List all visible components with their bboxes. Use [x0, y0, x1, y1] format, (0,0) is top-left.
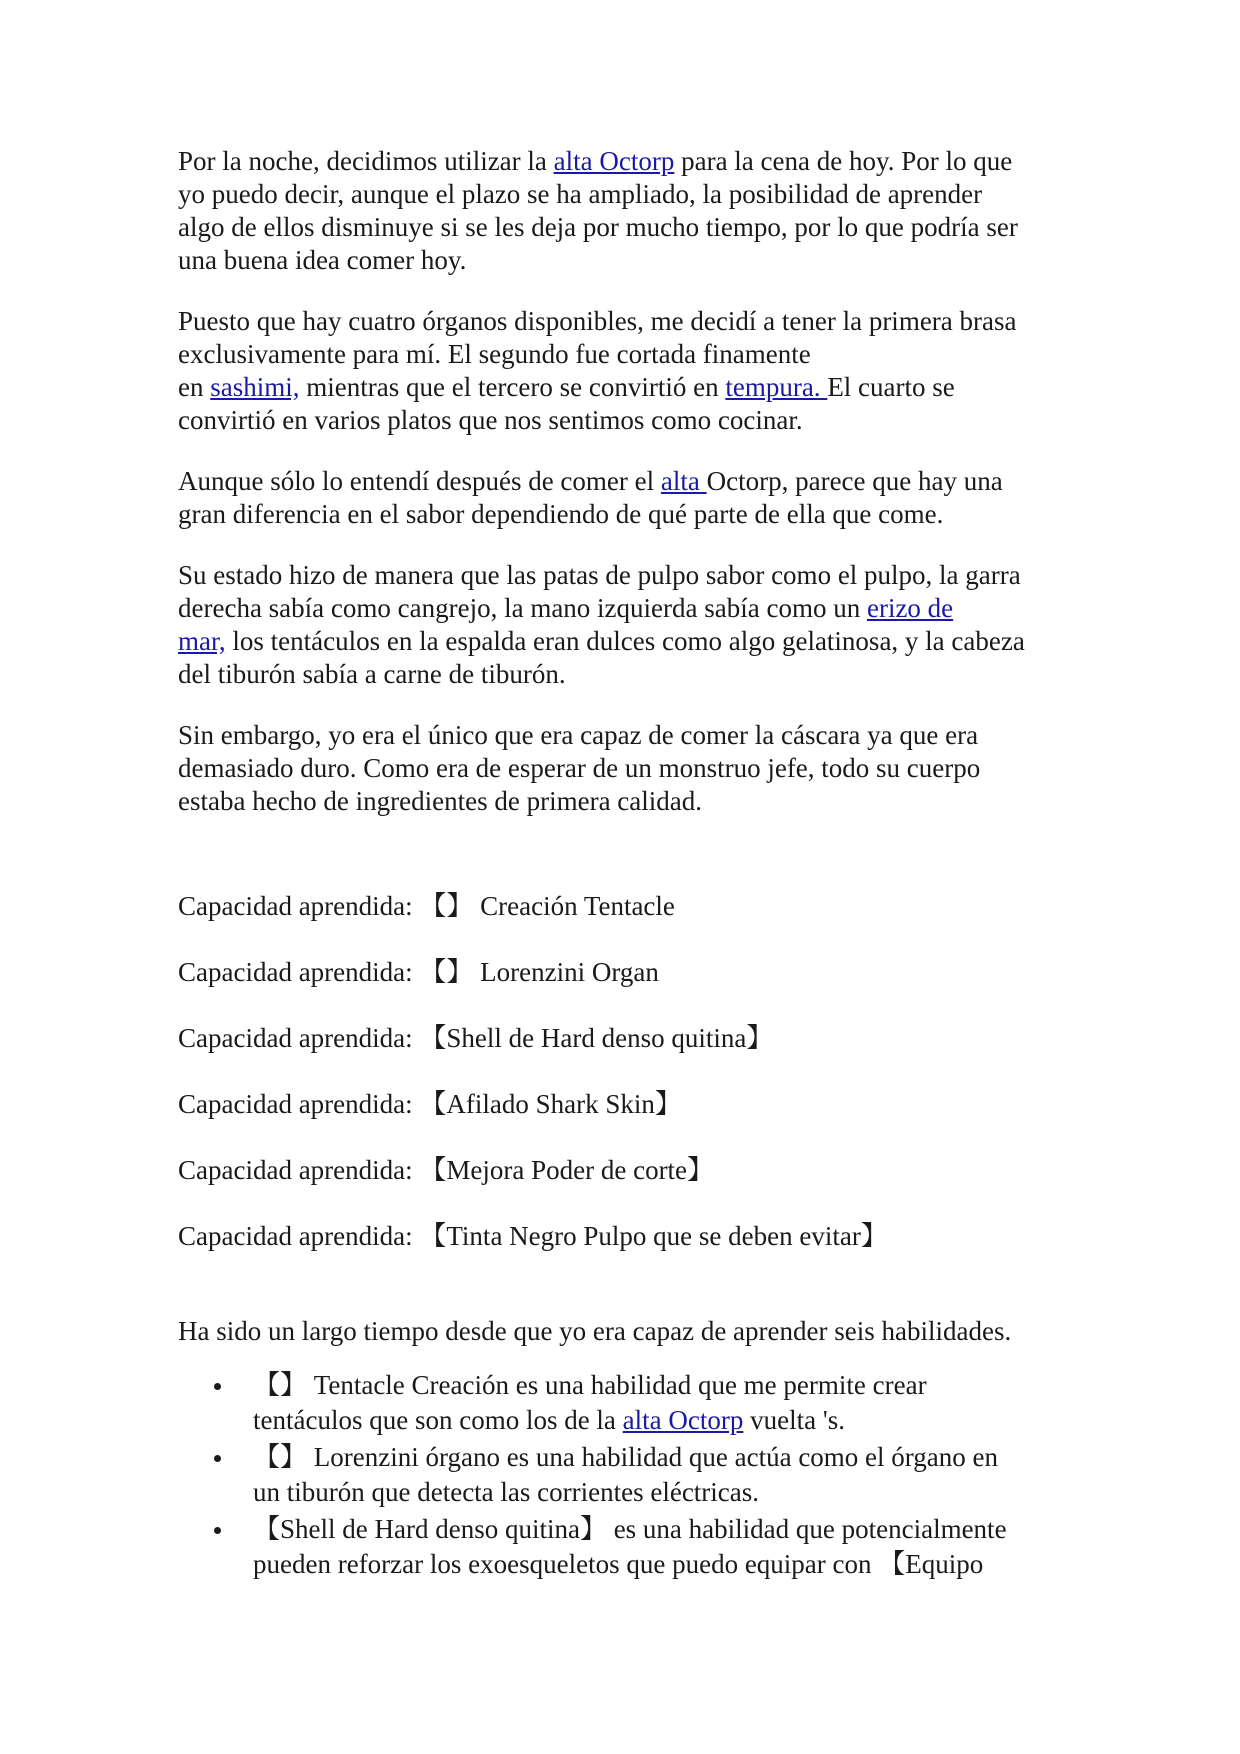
link-sashimi[interactable]: sashimi, — [210, 372, 300, 402]
ability-description-list — [178, 1368, 1078, 1582]
paragraph-line — [178, 465, 1078, 498]
learned-ability: Capacidad aprendida: 【】 Lorenzini Organ — [178, 957, 659, 987]
paragraph-line: convirtió en varios platos que nos sentimos como cocinar. — [178, 405, 803, 435]
learned-ability: Capacidad aprendida: 【Afilado Shark Skin】 — [178, 1089, 682, 1119]
paragraph-line: yo puedo decir, aunque el plazo se ha ampliado, la posibilidad de aprender — [178, 179, 983, 209]
text-run: los tentáculos en la espalda eran dulces como algo gelatinosa, y la cabeza — [225, 626, 1025, 656]
list-item-line: 【】 Tentacle Creación es una habilidad que me permite crear — [253, 1370, 927, 1400]
text-run: vuelta 's. — [743, 1405, 845, 1435]
learned-ability: Capacidad aprendida: 【Mejora Poder de corte】 — [178, 1155, 715, 1185]
text-run: para la cena de hoy. Por lo que — [674, 146, 1013, 176]
paragraph-4 — [178, 559, 1078, 691]
text-run: en — [178, 372, 211, 402]
paragraph-line: del tiburón sabía a carne de tiburón. — [178, 659, 566, 689]
paragraph-line: algo de ellos disminuye si se les deja por mucho tiempo, por lo que podría ser — [178, 212, 1018, 242]
paragraph-line: una buena idea comer hoy. — [178, 245, 467, 275]
paragraph-line: demasiado duro. Como era de esperar de un monstruo jefe, todo su cuerpo — [178, 753, 981, 783]
learned-ability: Capacidad aprendida: 【Tinta Negro Pulpo que se deben evitar】 — [178, 1221, 888, 1251]
paragraph-3 — [178, 465, 1078, 531]
list-item-line: 【】 Lorenzini órgano es una habilidad que actúa como el órgano en — [253, 1442, 999, 1472]
paragraph-line: Sin embargo, yo era el único que era capaz de comer la cáscara ya que era — [178, 720, 979, 750]
section-spacer — [178, 846, 1078, 890]
list-item-line: 【Shell de Hard denso quitina】 es una habilidad que potencialmente — [253, 1514, 1007, 1544]
paragraph-line — [178, 145, 1078, 178]
paragraph-5 — [178, 719, 1078, 818]
list-item — [178, 1440, 1078, 1510]
link-alta-octorp[interactable]: alta Octorp — [553, 146, 675, 176]
learned-abilities-list — [178, 890, 1078, 1253]
list-item-line: un tiburón que detecta las corrientes eléctricas. — [253, 1477, 760, 1507]
bullet-icon — [214, 1455, 221, 1462]
text-run: Por la noche, decidimos utilizar la — [178, 146, 554, 176]
link-alta-octorp-2[interactable]: alta Octorp — [622, 1405, 744, 1435]
link-alta[interactable]: alta — [660, 466, 707, 496]
list-item — [178, 1368, 1078, 1438]
text-run: Aunque sólo lo entendí después de comer el — [178, 466, 661, 496]
text-run: mientras que el tercero se convirtió en — [299, 372, 726, 402]
summary-paragraph: Ha sido un largo tiempo desde que yo era capaz de aprender seis habilidades. — [178, 1316, 1012, 1346]
list-item-line — [253, 1403, 1078, 1438]
bullet-icon — [214, 1383, 221, 1390]
paragraph-line — [178, 371, 1078, 404]
text-run: Octorp, parece que hay una — [706, 466, 1003, 496]
list-item-line: pueden reforzar los exoesqueletos que puedo equipar con 【Equipo — [253, 1549, 984, 1579]
link-erizo-de-mar-part2[interactable]: mar, — [178, 626, 226, 656]
paragraph-line: gran diferencia en el sabor dependiendo de qué parte de ella que come. — [178, 499, 944, 529]
paragraph-line: exclusivamente para mí. El segundo fue cortada finamente — [178, 339, 811, 369]
text-run: tentáculos que son como los de la — [253, 1405, 623, 1435]
learned-ability: Capacidad aprendida: 【】 Creación Tentacle — [178, 891, 675, 921]
paragraph-2 — [178, 305, 1078, 437]
document-page — [178, 145, 1078, 1584]
list-item — [178, 1512, 1078, 1582]
bullet-icon — [214, 1527, 221, 1534]
paragraph-1 — [178, 145, 1078, 277]
link-tempura[interactable]: tempura. — [725, 372, 828, 402]
learned-ability: Capacidad aprendida: 【Shell de Hard denso quitina】 — [178, 1023, 774, 1053]
paragraph-line: Puesto que hay cuatro órganos disponibles, me decidí a tener la primera brasa — [178, 306, 1017, 336]
link-erizo-de-mar-part1[interactable]: erizo de — [866, 593, 954, 623]
paragraph-line — [178, 625, 1078, 658]
paragraph-line: Su estado hizo de manera que las patas de pulpo sabor como el pulpo, la garra — [178, 560, 1021, 590]
paragraph-line — [178, 592, 1078, 625]
paragraph-line: estaba hecho de ingredientes de primera calidad. — [178, 786, 703, 816]
text-run: El cuarto se — [827, 372, 955, 402]
text-run: derecha sabía como cangrejo, la mano izquierda sabía como un — [178, 593, 867, 623]
